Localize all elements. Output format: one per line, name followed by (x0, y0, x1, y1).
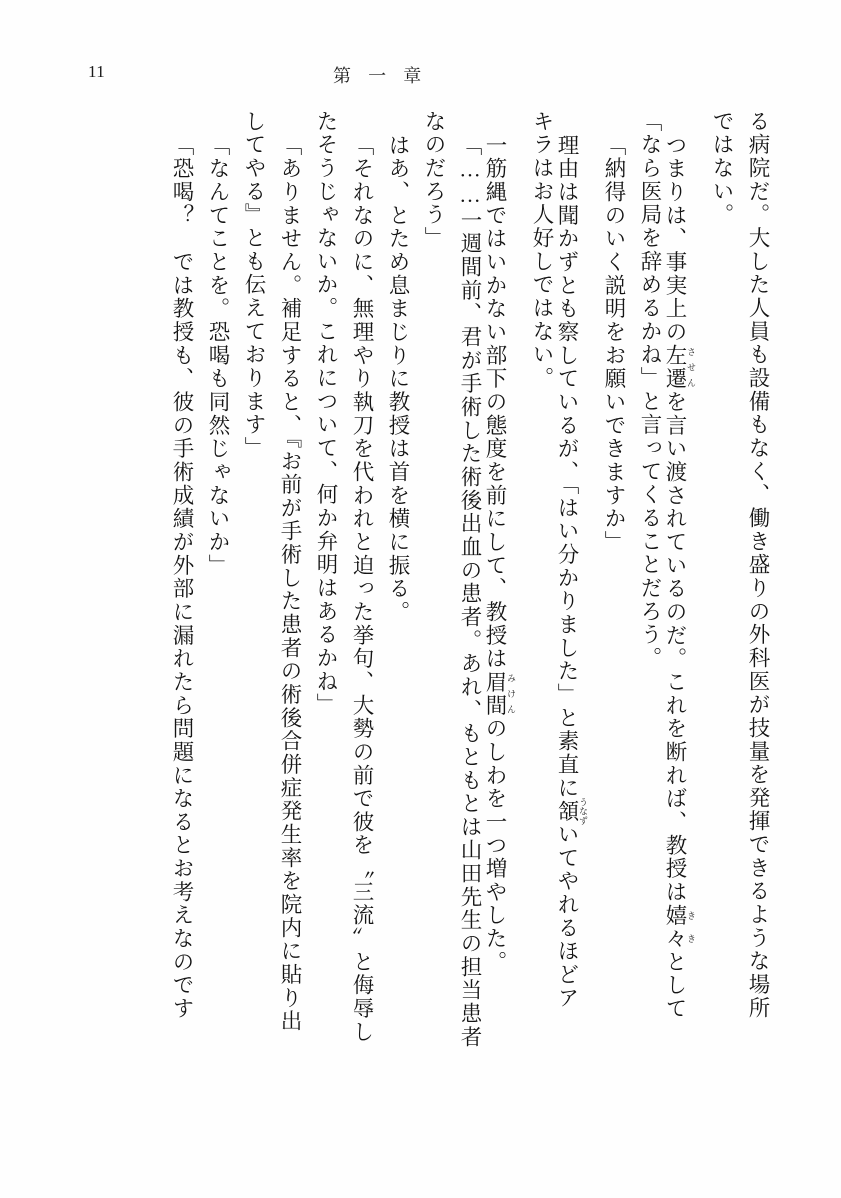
text-line: 「納得のいく説明をお願いできますか」 (602, 134, 626, 554)
text-line: る病院だ。大した人員も設備もなく、働き盛りの外科医が技量を発揮できるような場所 (746, 110, 770, 1020)
text-line: 理由は聞かずとも察しているが、「はい分かりました」と素直に頷 うなずいてやれるほどア (555, 134, 588, 1010)
text-line: なのだろう」 (422, 110, 446, 250)
text-line: たそうじゃないか。これについて、何か弁明はあるかね」 (314, 110, 338, 717)
text-line: 「恐喝？ では教授も、彼の手術成績が外部に漏れたら問題になるとお考えなのです (170, 134, 194, 1021)
text-line: キラはお人好しではない。 (530, 110, 554, 390)
text-line: はあ、とため息まじりに教授は首を横に振る。 (386, 134, 410, 624)
text-line: 「なら医局を辞めるかね」と言ってくることだろう。 (638, 110, 662, 670)
page-number: 11 (88, 62, 106, 81)
text-line: 「なんてことを。恐喝も同然じゃないか」 (206, 134, 230, 578)
vertical-columns (80, 110, 768, 1120)
text-line: つまりは、事実上の左遷 させんを言い渡されているのだ。これを断れば、教授は嬉々 ききとして (663, 134, 696, 1021)
chapter-title: 第一章 (333, 66, 439, 86)
body-text-area (80, 110, 768, 1120)
text-line: 一筋縄ではいかない部下の態度を前にして、教授は眉間 みけんのしわを一つ増やした。 (483, 134, 516, 974)
running-head (88, 62, 753, 90)
text-line: 「ありません。補足すると、『お前が手術した患者の術後合併症発生率を院内に貼り出 (278, 134, 302, 1034)
text-line: 「それなのに、無理やり執刀を代われと迫った挙句、大勢の前で彼を〝三流〟と侮辱し (350, 134, 374, 1044)
text-line: 「……一週間前、君が手術した術後出血の患者。あれ、もともとは山田先生の担当患者 (458, 134, 482, 1049)
text-line: ではない。 (710, 110, 734, 227)
text-line: してやる』とも伝えております」 (242, 110, 266, 460)
